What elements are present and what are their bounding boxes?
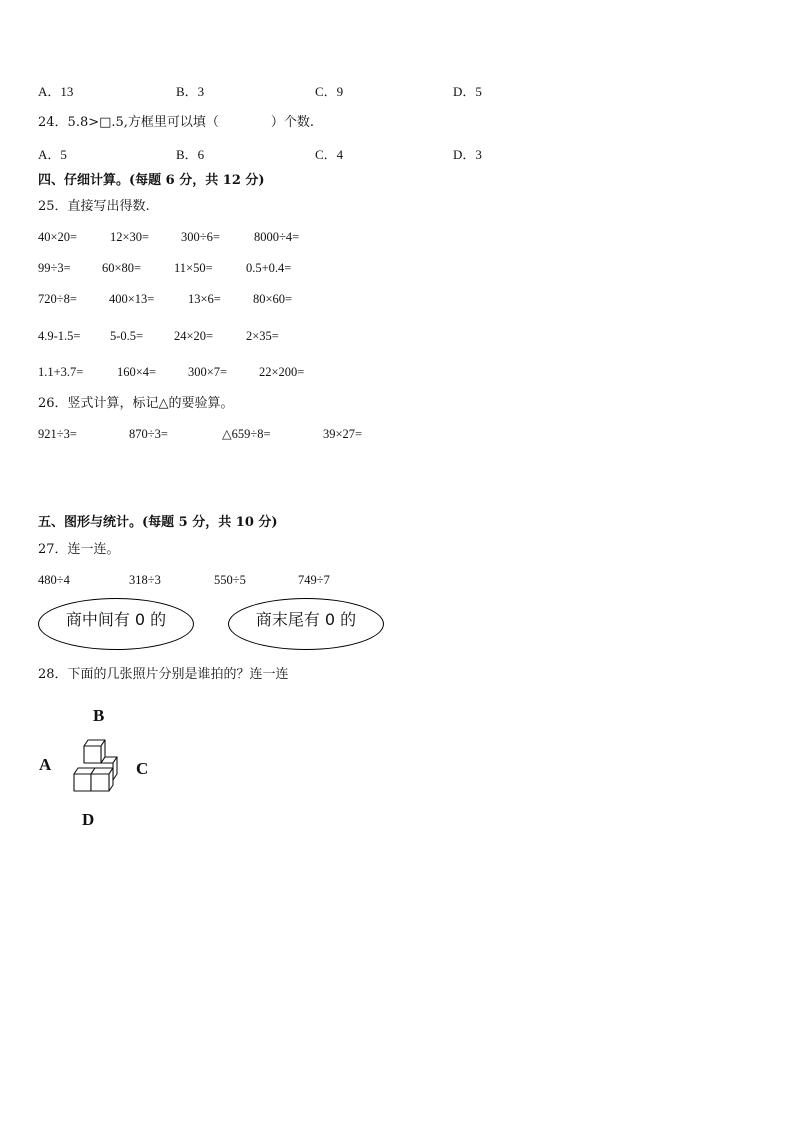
- question-24-text: 24．5.8>□.5,方框里可以填（ ）个数.: [38, 115, 315, 130]
- calc-item: 5-0.5=: [110, 329, 144, 343]
- cube-stack-figure: [71, 737, 121, 797]
- calc-item: 1.1+3.7=: [38, 365, 84, 379]
- vertical-calc-item: 39×27=: [323, 427, 363, 441]
- q23-option-c: C．9: [315, 84, 344, 99]
- quotient-middle-zero-ellipse: [38, 598, 194, 650]
- q24-option-d: D．3: [453, 147, 482, 162]
- match-item: 480÷4: [38, 573, 70, 587]
- calc-item: 11×50=: [174, 261, 213, 275]
- vertical-calc-item: 921÷3=: [38, 427, 77, 441]
- viewpoint-label-d: D: [82, 810, 95, 829]
- match-item: 550÷5: [214, 573, 246, 587]
- calc-item: 22×200=: [259, 365, 305, 379]
- calc-item: 80×60=: [253, 292, 293, 306]
- quotient-end-zero-ellipse: [228, 598, 384, 650]
- question-25-title: 25．直接写出得数.: [38, 199, 150, 214]
- q23-option-b: B．3: [176, 84, 205, 99]
- section-5-heading: 五、图形与统计。(每题 5 分，共 10 分): [38, 515, 278, 530]
- calc-item: 160×4=: [117, 365, 157, 379]
- match-item: 318÷3: [129, 573, 161, 587]
- calc-item: 24×20=: [174, 329, 214, 343]
- calc-item: 60×80=: [102, 261, 142, 275]
- calc-item: 40×20=: [38, 230, 78, 244]
- question-28-title: 28．下面的几张照片分别是谁拍的？连一连: [38, 667, 289, 682]
- q24-option-b: B．6: [176, 147, 205, 162]
- calc-item: 300÷6=: [181, 230, 220, 244]
- viewpoint-label-c: C: [136, 759, 149, 778]
- question-26-title: 26．竖式计算，标记△的要验算。: [38, 396, 234, 411]
- ellipse-label: 商中间有 0 的: [65, 609, 167, 629]
- ellipse-label: 商末尾有 0 的: [255, 609, 357, 629]
- section-4-heading: 四、仔细计算。(每题 6 分，共 12 分): [38, 173, 265, 188]
- q23-option-a: A．13: [38, 84, 74, 99]
- vertical-calc-item: 870÷3=: [129, 427, 168, 441]
- calc-item: 99÷3=: [38, 261, 71, 275]
- calc-item: 300×7=: [188, 365, 228, 379]
- question-27-title: 27．连一连。: [38, 542, 120, 557]
- q24-option-a: A．5: [38, 147, 67, 162]
- calc-item: 400×13=: [109, 292, 155, 306]
- q24-option-c: C．4: [315, 147, 344, 162]
- match-item: 749÷7: [298, 573, 330, 587]
- calc-item: 4.9-1.5=: [38, 329, 81, 343]
- vertical-calc-item: △659÷8=: [222, 427, 271, 441]
- q23-option-d: D．5: [453, 84, 482, 99]
- calc-item: 12×30=: [110, 230, 150, 244]
- calc-item: 8000÷4=: [254, 230, 300, 244]
- calc-item: 0.5+0.4=: [246, 261, 292, 275]
- calc-item: 720÷8=: [38, 292, 77, 306]
- viewpoint-label-a: A: [39, 755, 52, 774]
- calc-item: 13×6=: [188, 292, 221, 306]
- viewpoint-label-b: B: [93, 706, 105, 725]
- calc-item: 2×35=: [246, 329, 279, 343]
